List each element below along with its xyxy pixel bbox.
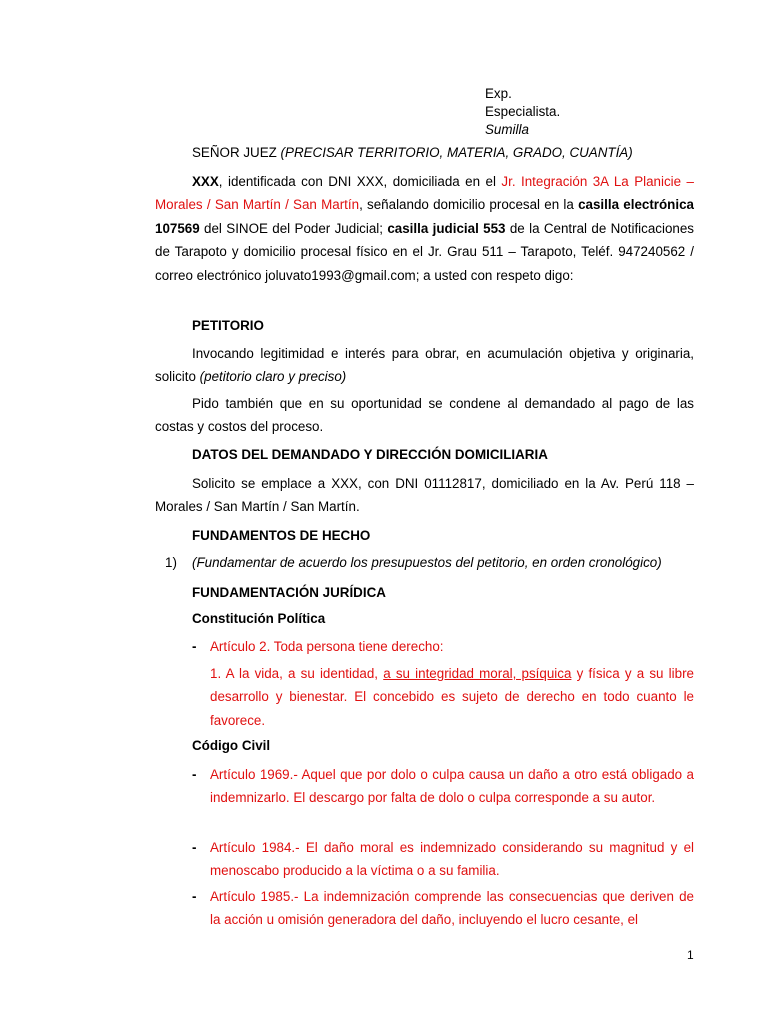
article-text: Artículo 2. Toda persona tiene derecho: (210, 639, 444, 654)
petitorio-text-2: Pido también que en su oportunidad se condene al demandado al pago de las costas y costos del proceso. (155, 396, 694, 435)
casilla-electronica: casilla electrónica 107569 (155, 197, 694, 236)
codigo-civil-article-1985 (192, 885, 694, 932)
fundamentos-hecho-item (165, 555, 662, 570)
petitorio-heading: PETITORIO (192, 318, 264, 333)
petitorio-paragraph-2 (155, 392, 694, 439)
subitem-underlined: a su integridad moral, psíquica (383, 666, 572, 681)
intro-text-1: , identificada con DNI XXX, domiciliada en el (218, 174, 502, 189)
datos-demandado-text: Solicito se emplace a XXX, con DNI 01112817, domiciliado en la Av. Perú 118 – Morales / San Martín / San Martín. (155, 476, 694, 515)
item-text: (Fundamentar de acuerdo los presupuestos del petitorio, en orden cronológico) (192, 555, 662, 570)
constitucion-article (192, 635, 694, 658)
constitucion-heading: Constitución Política (192, 611, 326, 626)
petitorio-italic: (petitorio claro y preciso) (199, 369, 347, 385)
dash-bullet: - (192, 639, 197, 654)
dash-bullet: - (192, 889, 197, 904)
datos-demandado-paragraph (155, 472, 694, 519)
dash-bullet: - (192, 767, 197, 782)
intro-text-3: del SINOE del Poder Judicial; (199, 220, 388, 236)
case-header (485, 85, 560, 139)
article-text: Artículo 1985.- La indemnización comprende las consecuencias que deriven de la acción u omisión generadora del daño, incluyendo el lucro cesante, el (210, 889, 694, 928)
codigo-civil-article-1984 (192, 836, 694, 883)
sumilla-label: Sumilla (485, 122, 529, 137)
intro-text-2: , señalando domicilio procesal en la (359, 197, 579, 213)
subitem-text-b: y física y a su libre desarrollo y bienestar. El concebido es sujeto de derecho en todo cuanto le favorece. (210, 666, 694, 728)
exp-label: Exp. (485, 86, 512, 101)
page-number: 1 (687, 948, 694, 962)
especialista-label: Especialista. (485, 104, 561, 119)
constitucion-subitem (210, 662, 694, 732)
fundamentacion-juridica-heading: FUNDAMENTACIÓN JURÍDICA (192, 585, 386, 600)
codigo-civil-article-1969 (192, 763, 694, 810)
fundamentos-hecho-heading: FUNDAMENTOS DE HECHO (192, 528, 371, 543)
datos-demandado-heading: DATOS DEL DEMANDADO Y DIRECCIÓN DOMICILIARIA (192, 447, 548, 462)
petitorio-paragraph-1 (155, 342, 694, 389)
subitem-text-a: 1. A la vida, a su identidad, (210, 666, 384, 681)
casilla-judicial: casilla judicial 553 (387, 220, 506, 236)
item-number: 1) (165, 555, 177, 570)
addressee-line (192, 145, 633, 160)
addressee-prefix: SEÑOR JUEZ (192, 145, 281, 160)
intro-paragraph (155, 170, 694, 287)
article-text: Artículo 1984.- El daño moral es indemnizado considerando su magnitud y el menoscabo producido a la víctima o a su familia. (210, 840, 694, 879)
dash-bullet: - (192, 840, 197, 855)
codigo-civil-heading: Código Civil (192, 738, 271, 753)
article-text: Artículo 1969.- Aquel que por dolo o culpa causa un daño a otro está obligado a indemnizarlo. El descargo por falta de dolo o culpa corresponde a su autor. (210, 767, 694, 806)
addressee-detail: (PRECISAR TERRITORIO, MATERIA, GRADO, CUANTÍA) (280, 145, 633, 160)
petitorio-text: Invocando legitimidad e interés para obrar, en acumulación objetiva y originaria, solicito (155, 346, 694, 385)
plaintiff-name: XXX (192, 174, 219, 189)
plaintiff-address: Jr. Integración 3A La Planicie – Morales / San Martín / San Martín (155, 174, 694, 213)
intro-text-4: de la Central de Notificaciones de Tarapoto y domicilio procesal físico en el Jr. Grau 511 – Tarapoto, Teléf. 947240562 / correo electrónico joluvato1993@gmail.com; a usted con respeto digo: (155, 220, 694, 283)
